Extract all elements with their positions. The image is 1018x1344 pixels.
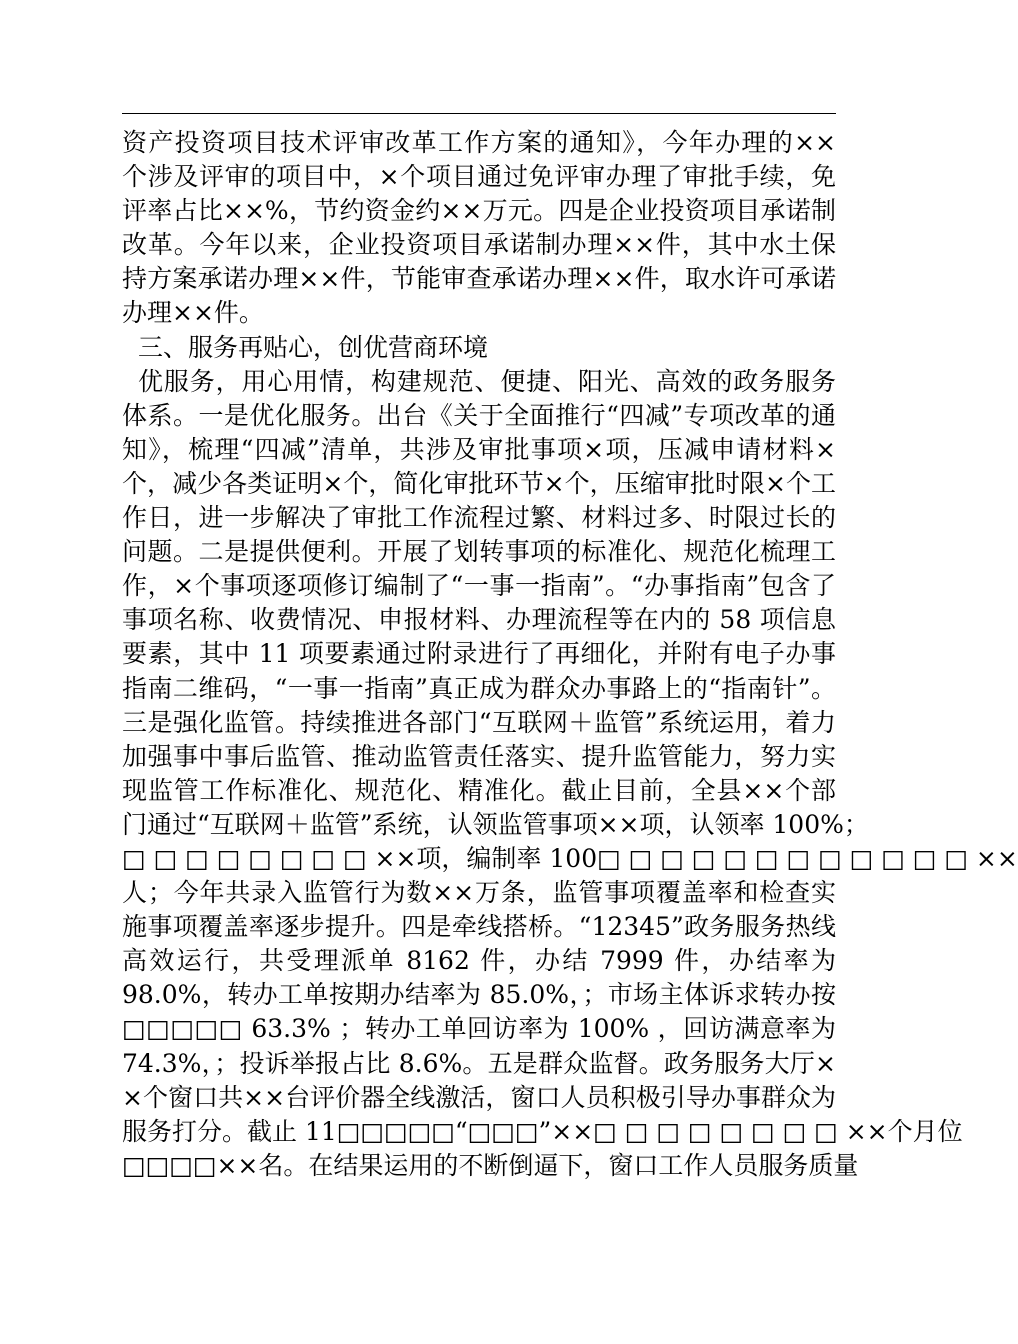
text-line: 门通过“互联网＋监管”系统，认领监管事项××项，认领率 100%； — [122, 809, 869, 839]
text-line: □□□□□ 63.3% ；转办工单回访率为 100% ，回访满意率为 — [122, 1014, 836, 1044]
body-text — [122, 126, 1018, 1183]
text-line: 三是强化监管。持续推进各部门“互联网＋监管”系统运用，着力 — [122, 707, 836, 737]
text-line: 优服务，用心用情，构建规范、便捷、阳光、高效的政务服务 — [138, 366, 836, 396]
text-line: ×个窗口共××台评价器全线激活，窗口人员积极引导办事群众为 — [122, 1082, 836, 1112]
text-line: 资产投资项目技术评审改革工作方案的通知》，今年办理的×× — [122, 128, 836, 157]
text-line: 办理××件。 — [122, 298, 264, 328]
text-line: 体系。一是优化服务。出台《关于全面推行“四减”专项改革的通 — [122, 400, 836, 430]
text-line: 个涉及评审的项目中，×个项目通过免评审办理了审批手续，免 — [122, 162, 836, 192]
text-line: 知》，梳理“四减”清单，共涉及审批事项×项，压减申请材料× — [122, 434, 836, 464]
header-rule — [122, 113, 836, 114]
text-line: 作日，进一步解决了审批工作流程过繁、材料过多、时限过长的 — [122, 503, 836, 533]
text-line: 98.0%，转办工单按期办结率为 85.0%，；市场主体诉求转办按 — [122, 980, 836, 1010]
text-line: 74.3%，；投诉举报占比 8.6%。五是群众监督。政务服务大厅× — [122, 1048, 836, 1078]
text-line: 问题。二是提供便利。开展了划转事项的标准化、规范化梳理工 — [122, 537, 836, 567]
text-line: 现监管工作标准化、规范化、精准化。截止目前，全县××个部 — [122, 775, 836, 805]
text-line: 服务打分。截止 11□□□□□“□□□”××□ □ □ □ □ □ □ □ ××个月位 — [122, 1116, 963, 1146]
text-line: 持方案承诺办理××件，节能审查承诺办理××件，取水许可承诺 — [122, 264, 836, 294]
text-line: 施事项覆盖率逐步提升。四是牵线搭桥。“12345”政务服务热线 — [122, 912, 836, 942]
text-line: □□□□××名。在结果运用的不断倒逼下，窗口工作人员服务质量 — [122, 1150, 859, 1180]
text-line: 个，减少各类证明×个，简化审批环节×个，压缩审批时限×个工 — [122, 468, 836, 498]
text-line: 指南二维码，“一事一指南”真正成为群众办事路上的“指南针”。 — [122, 673, 836, 703]
text-line: □ □ □ □ □ □ □ □ ××项，编制率 100□ □ □ □ □ □ □ □ □ □ □ □ ×× — [122, 843, 1018, 873]
text-line: 事项名称、收费情况、申报材料、办理流程等在内的 58 项信息 — [122, 605, 836, 635]
text-line: 评率占比××%，节约资金约××万元。四是企业投资项目承诺制 — [122, 196, 836, 226]
text-line: 加强事中事后监管、推动监管责任落实、提升监管能力，努力实 — [122, 741, 836, 771]
text-line: 作，×个事项逐项修订编制了“一事一指南”。“办事指南”包含了 — [122, 571, 836, 601]
text-line: 改革。今年以来，企业投资项目承诺制办理××件，其中水土保 — [122, 230, 836, 260]
text-line: 三、服务再贴心，创优营商环境 — [138, 332, 489, 362]
text-line: 要素，其中 11 项要素通过附录进行了再细化，并附有电子办事 — [122, 639, 836, 669]
text-line: 人；今年共录入监管行为数××万条，监管事项覆盖率和检查实 — [122, 878, 836, 908]
text-line: 高效运行，共受理派单 8162 件，办结 7999 件，办结率为 — [122, 946, 836, 976]
